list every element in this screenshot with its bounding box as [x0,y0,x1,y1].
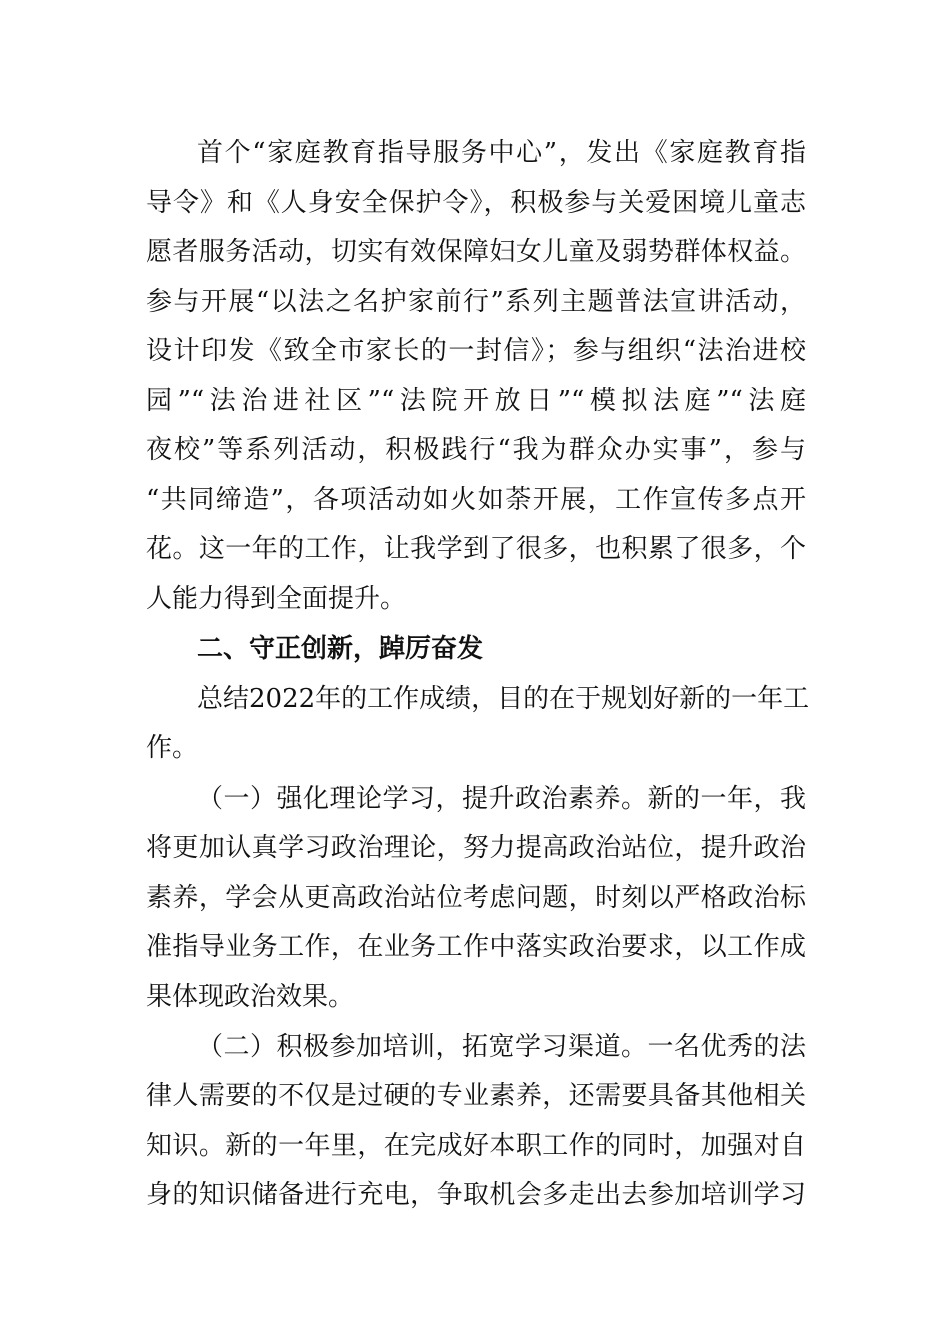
paragraph-line: 作。 [146,733,199,763]
paragraph-line: 律人需要的不仅是过硬的专业素养，还需要具备其他相关 [146,1081,806,1111]
paragraph-line: （一）强化理论学习，提升政治素养。新的一年，我 [197,784,806,814]
paragraph-line: 知识。新的一年里，在完成好本职工作的同时，加强对自 [146,1131,806,1161]
paragraph-line: 人能力得到全面提升。 [146,584,407,614]
paragraph-line: 首个“家庭教育指导服务中心”，发出《家庭教育指 [197,138,806,168]
paragraph-line: 将更加认真学习政治理论，努力提高政治站位，提升政治 [146,833,806,863]
paragraph-line: 果体现政治效果。 [146,982,355,1012]
paragraph-line: 园”“法治进社区”“法院开放日”“模拟法庭”“法庭 [146,386,806,416]
paragraph-line: 准指导业务工作，在业务工作中落实政治要求，以工作成 [146,932,806,962]
paragraph-line: 愿者服务活动，切实有效保障妇女儿童及弱势群体权益。 [146,237,806,267]
paragraph-line: （二）积极参加培训，拓宽学习渠道。一名优秀的法 [197,1032,806,1062]
paragraph-line: 花。这一年的工作，让我学到了很多，也积累了很多，个 [146,534,806,564]
paragraph-line: 身的知识储备进行充电，争取机会多走出去参加培训学习 [146,1180,806,1210]
paragraph-line: 夜校”等系列活动，积极践行“我为群众办实事”，参与 [146,435,806,465]
paragraph-line: 参与开展“以法之名护家前行”系列主题普法宣讲活动， [146,287,806,317]
paragraph-line: 设计印发《致全市家长的一封信》；参与组织“法治进校 [146,336,806,366]
paragraph-line: 总结2022年的工作成绩，目的在于规划好新的一年工 [197,684,810,714]
paragraph-line: 素养，学会从更高政治站位考虑问题，时刻以严格政治标 [146,883,806,913]
paragraph-line: 导令》和《人身安全保护令》，积极参与关爱困境儿童志 [146,188,806,218]
paragraph-line: “共同缔造”，各项活动如火如荼开展，工作宣传多点开 [146,485,806,515]
section-heading: 二、守正创新，踔厉奋发 [197,634,484,664]
